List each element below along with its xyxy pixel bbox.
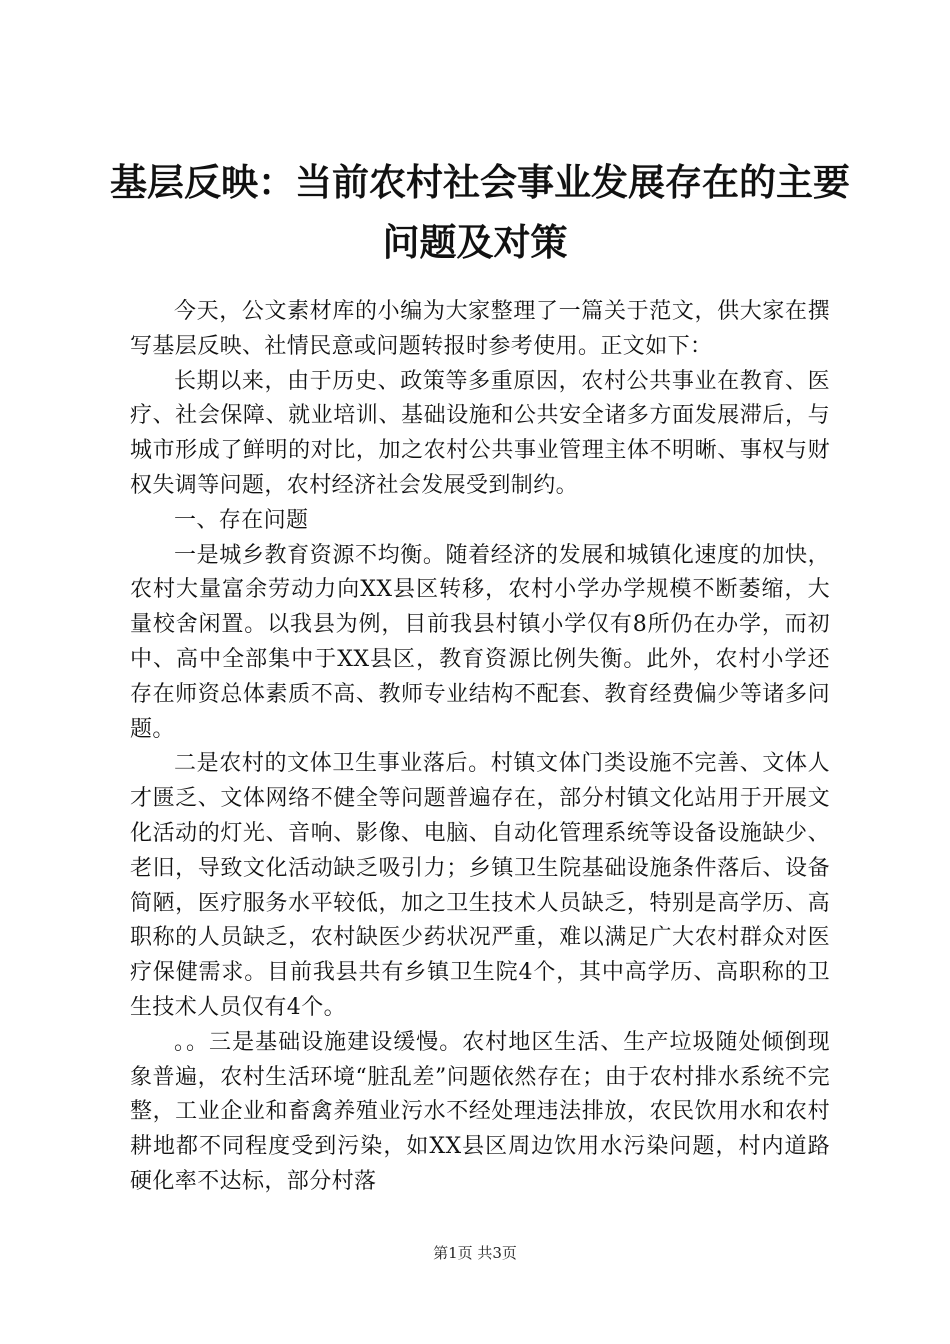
document-body: [130, 295, 830, 1200]
issue-two-paragraph: 二是农村的文体卫生事业落后。村镇文体门类设施不完善、文体人才匮乏、文体网络不健全等问题普遍存在，部分村镇文化站用于开展文化活动的灯光、音响、影像、电脑、自动化管理系统等设备设施缺少、老旧，导致文化活动缺乏吸引力；乡镇卫生院基础设施条件落后、设备简陋，医疗服务水平较低，加之卫生技术人员缺乏，特别是高学历、高职称的人员缺乏，农村缺医少药状况严重，难以满足广大农村群众对医疗保健需求。目前我县共有乡镇卫生院4个，其中高学历、高职称的卫生技术人员仅有4个。: [130, 751, 830, 1020]
intro-paragraph: 今天，公文素材库的小编为大家整理了一篇关于范文，供大家在撰写基层反映、社情民意或问题转报时参考使用。正文如下：: [130, 299, 830, 359]
background-paragraph: 长期以来，由于历史、政策等多重原因，农村公共事业在教育、医疗、社会保障、就业培训、基础设施和公共安全诸多方面发展滞后，与城市形成了鲜明的对比，加之农村公共事业管理主体不明晰、事权与财权失调等问题，农村经济社会发展受到制约。: [130, 368, 830, 498]
issue-three-paragraph: 。。三是基础设施建设缓慢。农村地区生活、生产垃圾随处倾倒现象普遍，农村生活环境“脏乱差”问题依然存在；由于农村排水系统不完整，工业企业和畜禽养殖业污水不经处理违法排放，农民饮用水和农村耕地都不同程度受到污染，如XX县区周边饮用水污染问题，村内道路硬化率不达标，部分村落: [130, 1029, 830, 1194]
issue-one-paragraph: 一是城乡教育资源不均衡。随着经济的发展和城镇化速度的加快，农村大量富余劳动力向XX县区转移，农村小学办学规模不断萎缩，大量校舍闲置。以我县为例，目前我县村镇小学仅有8所仍在办学，而初中、高中全部集中于XX县区，教育资源比例失衡。此外，农村小学还存在师资总体素质不高、教师专业结构不配套、教育经费偏少等诸多问题。: [130, 542, 830, 742]
section-heading: 一、存在问题: [174, 507, 309, 533]
document-title-line-1: 基层反映：当前农村社会事业发展存在的主要: [110, 160, 850, 204]
document-title-line-2: 问题及对策: [382, 220, 568, 264]
page-number-footer: 第1页 共3页: [433, 1244, 517, 1262]
